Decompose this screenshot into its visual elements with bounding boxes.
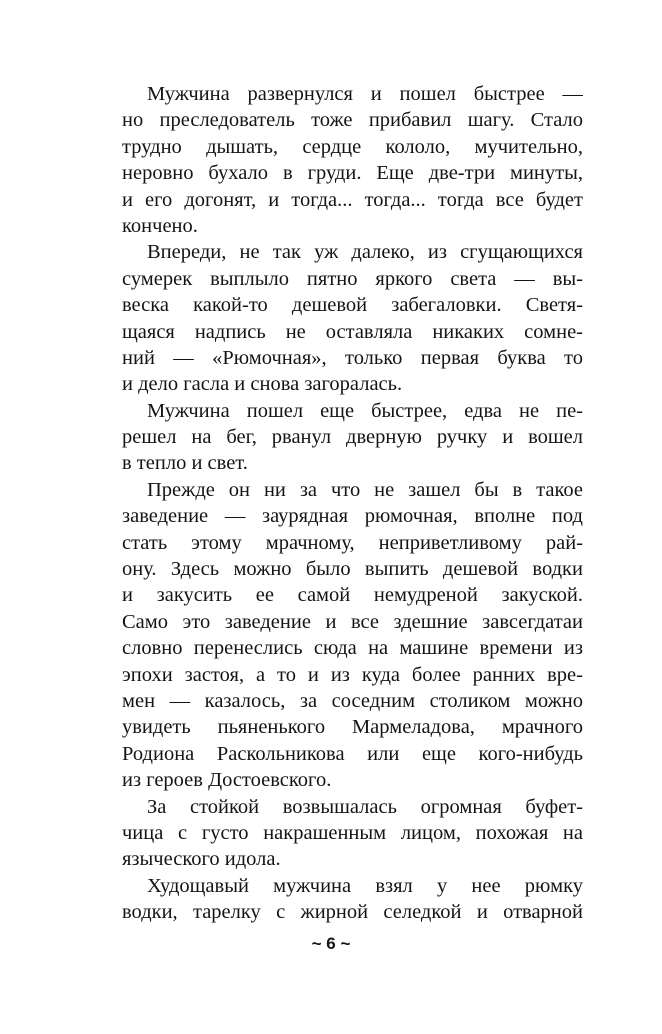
text-line: чица с густо накрашенным лицом, похожая на <box>122 821 583 844</box>
paragraph <box>122 477 583 794</box>
text-line: Прежде он ни за что не зашел бы в такое <box>147 478 583 501</box>
text-line: мен — казалось, за соседним столиком можно <box>122 689 583 712</box>
text-line: заведение — заурядная рюмочная, вполне под <box>122 505 583 528</box>
text-line: и закусить ее самой немудреной закуской. <box>122 584 583 607</box>
paragraph <box>122 81 583 239</box>
text-line: водки, тарелку с жирной селедкой и отварной <box>122 901 583 924</box>
text-line: Мужчина развернулся и пошел быстрее — <box>147 83 583 105</box>
paragraph <box>122 398 583 477</box>
text-line: языческого идола. <box>122 848 281 871</box>
text-line: эпохи застоя, а то и из куда более ранних вре- <box>122 663 583 686</box>
text-line: из героев Достоевского. <box>122 769 332 792</box>
text-line: Впереди, не так уж далеко, из сгущающихся <box>147 241 583 264</box>
text-line: ний — «Рюмочная», только первая буква то <box>122 346 583 369</box>
text-line: Мужчина пошел еще быстрее, едва не пе- <box>147 399 583 422</box>
text-line: увидеть пьяненького Мармеладова, мрачного <box>122 716 583 739</box>
text-line: веска какой-то дешевой забегаловки. Светя- <box>122 294 583 317</box>
text-line: но преследователь тоже прибавил шагу. Стало <box>122 109 583 132</box>
text-line: в тепло и свет. <box>122 452 248 475</box>
paragraph <box>122 873 583 926</box>
text-line: сумерек выплыло пятно яркого света — вы- <box>122 267 583 290</box>
paragraph <box>122 239 583 397</box>
text-line: Само это заведение и все здешние завсегдатаи <box>122 610 583 633</box>
text-line: За стойкой возвышалась огромная буфет- <box>147 795 583 818</box>
body-text <box>122 81 583 926</box>
text-line: и дело гасла и снова загоралась. <box>122 373 403 396</box>
text-line: трудно дышать, сердце кололо, мучительно, <box>122 135 583 158</box>
text-line: кончено. <box>122 214 198 237</box>
text-line: словно перенеслись сюда на машине времени из <box>122 637 583 660</box>
page-number: ~ 6 ~ <box>311 934 351 953</box>
paragraph <box>122 794 583 873</box>
text-line: ону. Здесь можно было выпить дешевой водки <box>122 558 583 581</box>
text-line: щаяся надпись не оставляла никаких сомне- <box>122 320 583 343</box>
text-line: и его догонят, и тогда... тогда... тогда все будет <box>122 188 583 211</box>
text-line: решел на бег, рванул дверную ручку и вошел <box>122 426 583 449</box>
text-line: Худощавый мужчина взял у нее рюмку <box>147 874 583 897</box>
text-line: неровно бухало в груди. Еще две-три минуты, <box>122 162 583 185</box>
text-line: стать этому мрачному, неприветливому рай- <box>122 531 583 554</box>
text-line: Родиона Раскольникова или еще кого-нибудь <box>122 742 583 765</box>
